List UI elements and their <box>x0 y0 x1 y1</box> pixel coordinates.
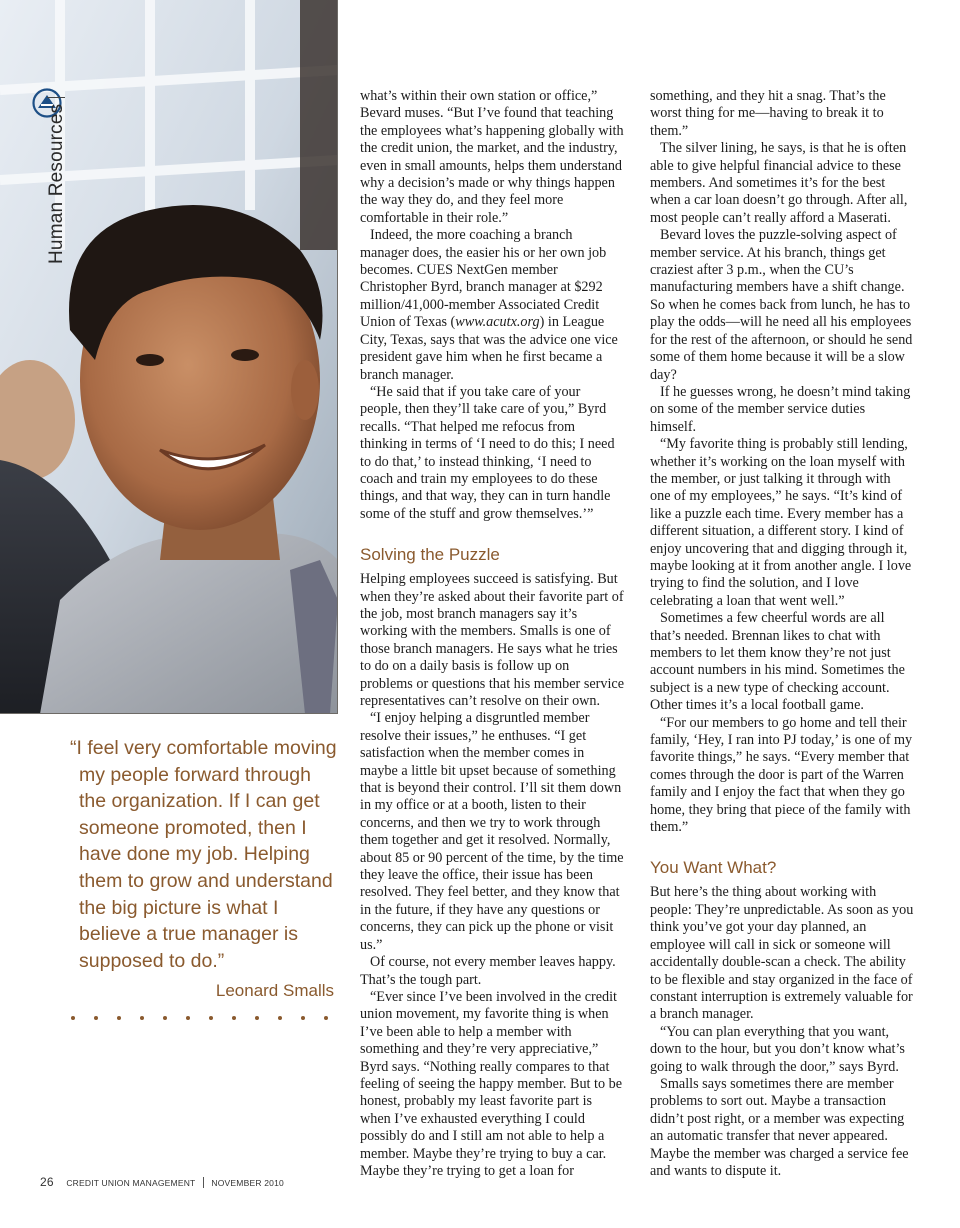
paragraph: Sometimes a few cheerful words are all that’s needed. Brennan likes to chat with members to let them know they’re not just account numbers in his mind. Sometimes the subject is a new type of checking account. Other times it’s a local football game. <box>650 610 905 714</box>
page-footer <box>40 1175 284 1189</box>
paragraph: Smalls says sometimes there are member problems to sort out. Maybe a transaction didn’t post right, or a member was expecting an automatic transfer that never appeared. Maybe the member was charged a service fee and wants to dispute it. <box>650 1075 909 1179</box>
pull-quote-attribution: Leonard Smalls <box>215 981 334 1001</box>
publication-name: CREDIT UNION MANAGEMENT <box>66 1178 196 1188</box>
paragraph: “He said that if you take care of your people, then they’ll take care of you,” Byrd recalls. “That helped me refocus from thinking in terms of ‘I need to do this; I need to do that,’ to instead thinking, ‘I need to coach and train my employees to do these things, and that way, they can in turn handle some of the stuff and grow themselves.’” <box>360 383 615 522</box>
section-heading: Solving the Puzzle <box>360 545 500 565</box>
paragraph: Bevard loves the puzzle-solving aspect of member service. At his branch, things get craziest after 3 p.m., when the CU’s manufacturing members have a shift change. So when he comes back from lunch, he has to play the odds—will he need all his employees for the rest of the afternoon, or should he send some of them home because it will be a slow day? <box>650 227 913 383</box>
paragraph: If he guesses wrong, he doesn’t mind taking on some of the member service duties himself. <box>650 383 911 435</box>
section-label <box>32 88 67 264</box>
paragraph: something, and they hit a snag. That’s the worst thing for me—having to break it to them.” <box>650 88 886 139</box>
page-number: 26 <box>40 1175 54 1189</box>
article-column-1 <box>360 88 624 1180</box>
paragraph: But here’s the thing about working with people: They’re unpredictable. As soon as you think you’ve got your day planned, an employee will call in sick or someone will accidentally double-scan a check. The ability to be flexible and stay organized in the face of constant interruption is extremely valuable for a branch manager. <box>650 884 914 1023</box>
website-link[interactable]: www.acutx.org <box>455 314 540 331</box>
footer-divider <box>203 1177 204 1188</box>
dot-divider <box>68 1012 338 1024</box>
paragraph: Indeed, the more coaching a branch manager does, the easier his or her own job becomes. CUES NextGen member Christopher Byrd, branch manager at $292 million/41,000-member Associated Credit Union of Texas (www.acutx.org) in League City, Texas, says that was the advice one vice president gave him when he first became a branch manager. <box>360 227 618 383</box>
paragraph: Helping employees succeed is satisfying. But when they’re asked about their favorite part of the job, most branch managers say it’s working with the members. Smalls is one of those branch managers. He says what he tries to do on a daily basis is follow up on problems or questions that his member service representatives can’t resolve on their own. <box>360 571 624 709</box>
paragraph: “For our members to go home and tell their family, ‘Hey, I ran into PJ today,’ is one of my favorite things,” he says. “Every member that comes through the door is part of the Warren family and I enjoy the fact that when they go home, they bring that piece of the family with them.” <box>650 714 913 836</box>
paragraph: The silver lining, he says, is that he is often able to give helpful financial advice to these members. And sometimes it’s for the best when a car loan doesn’t go through. After all, most people can’t really afford a Maserati. <box>650 140 908 226</box>
paragraph: “You can plan everything that you want, down to the hour, but you don’t know what’s going to walk through the door,” says Byrd. <box>650 1023 905 1075</box>
paragraph: “I enjoy helping a disgruntled member resolve their issues,” he enthuses. “I get satisfaction when the member comes in maybe a little bit upset because of something that is beyond their control. I’ll sit them down in my office or at a booth, listen to their concerns, and then we try to work through them together and get it resolved. Normally, about 85 or 90 percent of the time, by the time they leave the office, their issue has been resolved. They feel better, and they know that in the future, if they have any questions or concerns, they can pick up the phone or visit us.” <box>360 710 624 953</box>
pull-quote-text: “I feel very comfortable moving my people forward through the organization. If I can get someone promoted, then I have done my job. Helping them to grow and understand the big picture is what I believe a true manager is supposed to do.” <box>70 737 337 972</box>
paragraph: “My favorite thing is probably still lending, whether it’s working on the loan myself with the member, or just talking it through with one of my employees,” he says. “It’s kind of like a puzzle each time. Every member has a different situation, a different story. I kind of enjoy uncovering that and digging through it, maybe looking at it from another angle. I love trying to find the solution, and I love celebrating a loan that went well.” <box>650 436 912 609</box>
issue-date: NOVEMBER 2010 <box>211 1178 284 1188</box>
section-title: Human Resources <box>46 97 68 264</box>
article-column-2 <box>650 88 914 1180</box>
section-heading: You Want What? <box>650 858 777 878</box>
pull-quote <box>70 735 338 1005</box>
paragraph: Of course, not every member leaves happy. That’s the tough part. <box>360 954 616 988</box>
paragraph: “Ever since I’ve been involved in the credit union movement, my favorite thing is when I’ve been able to help a member with something and they’re very appreciative,” Byrd says. “Nothing really compares to that feeling of seeing the happy member. But to be honest, probably my least favorite part is when I’ve exhausted everything I could possibly do and I still am not able to help a member. Maybe they’re trying to buy a car. Maybe they’re trying to get a loan for <box>360 988 623 1179</box>
paragraph: what’s within their own station or office,” Bevard muses. “But I’ve found that teaching the employees what’s happening globally with the credit union, the market, and the industry, even in small amounts, helps them understand why a decision’s made or why things happen the way they do, and they feel more comfortable in their role.” <box>360 88 624 226</box>
